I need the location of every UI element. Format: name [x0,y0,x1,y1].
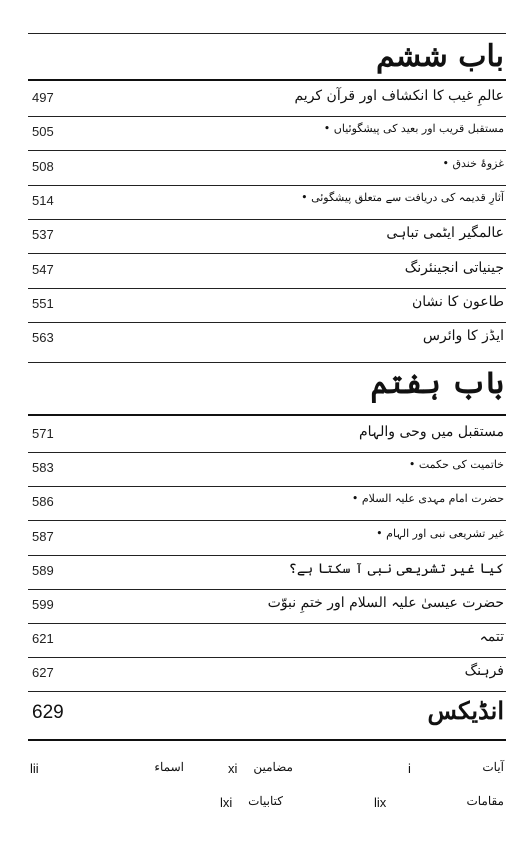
entry-page-number: 547 [32,261,54,277]
entry-title: حضرت عیسیٰ علیہ السلام اور ختمِ نبوّت [267,595,504,611]
appendix-ayat-page: i [408,761,411,776]
divider [28,322,506,323]
entry-title: ایڈز کا وائرس [422,328,504,345]
appendix-kitabiyat-page: lxi [220,795,233,810]
toc-entry[interactable] [28,424,506,444]
entry-page-number: 627 [32,665,54,681]
toc-entry[interactable] [28,492,506,512]
toc-entry[interactable] [28,122,506,142]
toc-entry[interactable] [28,663,506,683]
divider [28,657,506,658]
entry-page-number: 586 [32,494,54,510]
appendix-asma-page: lii [30,761,39,776]
chapter-6-heading: باب ششم [375,39,504,74]
appendix-mazameen-page: xi [228,761,238,776]
toc-entry[interactable] [28,260,506,280]
divider [28,288,506,289]
divider [28,623,506,624]
entry-title: عالمِ غیب کا انکشاف اور قرآن کریم [294,88,504,104]
appendix-mazameen-label: مضامین [253,760,293,774]
divider [28,452,506,453]
entry-title: غزوۂ خندق • [442,157,504,170]
entry-title: آثارِ قدیمہ کی دریافت سے متعلق پیشگوئی • [301,191,504,204]
divider [28,414,506,416]
index-title: انڈیکس [427,696,504,725]
toc-entry[interactable] [28,88,506,108]
divider [28,33,506,34]
entry-page-number: 508 [32,158,54,174]
entry-page-number: 563 [32,330,54,346]
entry-title: عالمگیر ایٹمی تباہی [386,225,504,242]
entry-title: مستقبل میں وحی والہام [359,424,504,440]
entry-title: غیر تشریعی نبی اور الہام • [376,527,504,540]
index-entry[interactable] [28,696,506,730]
entry-page-number: 505 [32,124,54,140]
appendix-asma-label: اسماء [154,760,184,774]
entry-title: جینیاتی انجینئرنگ [404,259,504,276]
divider [28,79,506,81]
divider [28,486,506,487]
divider [28,555,506,556]
divider [28,219,506,220]
toc-entry[interactable] [28,294,506,314]
appendix-maqamat-page: lix [374,795,387,810]
toc-entry[interactable] [28,561,506,581]
appendix-kitabiyat-label: کتابیات [248,794,283,808]
entry-page-number: 571 [32,426,54,441]
entry-page-number: 587 [32,528,54,544]
entry-page-number: 551 [32,295,54,311]
entry-title: تتمہ [479,629,504,646]
entry-page-number: 599 [32,597,54,612]
entry-page-number: 537 [32,227,54,243]
toc-entry[interactable] [28,157,506,177]
appendix-maqamat-label: مقامات [466,794,504,808]
appendix-ayat-label: آیات [482,760,504,774]
divider [28,150,506,151]
divider [28,739,506,741]
divider [28,185,506,186]
toc-entry[interactable] [28,191,506,211]
divider [28,253,506,254]
entry-title: فرہنگ [464,663,504,680]
divider [28,589,506,590]
index-page-number: 629 [32,702,64,723]
entry-title: طاعون کا نشان [411,293,504,310]
entry-title: کیا غیر تشریعی نبی آ سکتا ہے؟ [288,560,504,577]
divider [28,520,506,521]
entry-title: مستقبل قریب اور بعید کی پیشگوئیاں • [324,122,504,135]
entry-title: خاتمیت کی حکمت • [409,458,504,471]
entry-page-number: 514 [32,192,54,208]
divider [28,691,506,692]
toc-entry[interactable] [28,225,506,245]
entry-page-number: 589 [32,562,54,578]
table-of-contents [28,0,506,853]
toc-entry[interactable] [28,595,506,615]
toc-entry[interactable] [28,629,506,649]
toc-entry[interactable] [28,527,506,547]
entry-page-number: 497 [32,90,54,105]
entry-page-number: 621 [32,631,54,647]
entry-title: حضرت امام مہدی علیہ السلام • [352,492,504,505]
entry-page-number: 583 [32,460,54,476]
divider [28,116,506,117]
toc-entry[interactable] [28,328,506,348]
chapter-7-heading: باب ہفتم [370,366,504,401]
divider [28,362,506,363]
toc-entry[interactable] [28,458,506,478]
